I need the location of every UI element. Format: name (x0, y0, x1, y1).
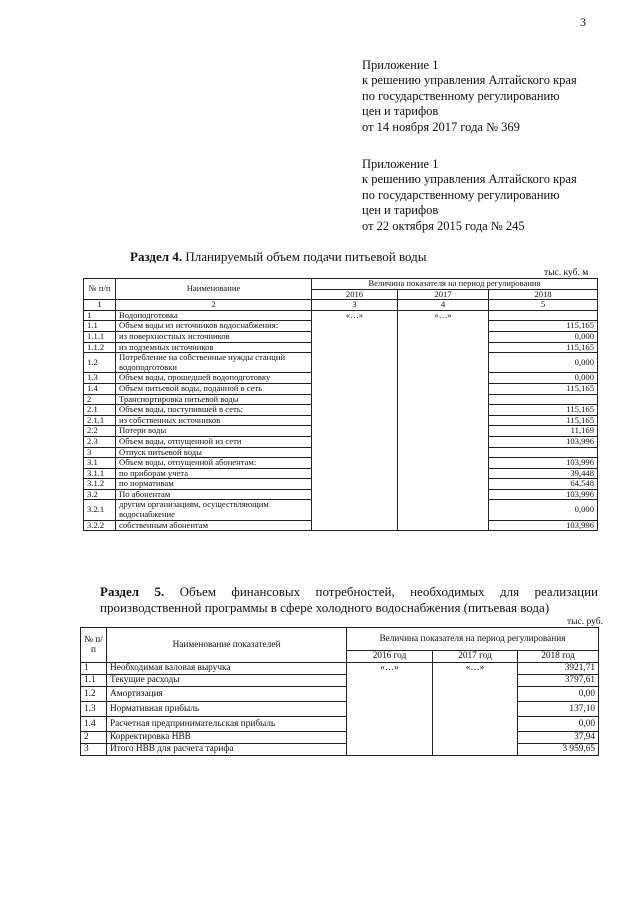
section5-table-body (81, 663, 599, 756)
value-2018: 0,000 (489, 331, 598, 342)
row-name: Потребление на собственные нужды станций водоподготовки (116, 353, 312, 373)
header-period: Величина показателя на период регулирования (312, 279, 598, 290)
value-2018: 64,548 (489, 479, 598, 490)
appendix-line: Приложение 1 (362, 58, 439, 72)
header-year: 2017 (398, 289, 489, 300)
section4-title (130, 249, 427, 265)
row-number: 1.2 (84, 353, 116, 373)
appendix-line: Приложение 1 (362, 157, 439, 171)
value-2018 (489, 394, 598, 405)
header-name: Наименование показателей (107, 628, 347, 663)
value-2018: 103,996 (489, 489, 598, 500)
value-2018: 137,10 (518, 702, 599, 717)
row-name: Отпуск питьевой воды (116, 447, 312, 458)
row-number: 1.4 (81, 717, 107, 732)
section4-title-text: Планируемый объем подачи питьевой воды (182, 249, 427, 264)
value-2018: 39,448 (489, 468, 598, 479)
value-2018: 3921,71 (518, 663, 599, 675)
header-year: 2017 год (433, 651, 518, 663)
value-2018: 115,165 (489, 405, 598, 416)
value-2018: 37,94 (518, 732, 599, 744)
value-2018: 115,165 (489, 342, 598, 353)
value-2018: 103,996 (489, 520, 598, 531)
row-name: Транспортировка питьевой воды (116, 394, 312, 405)
appendix-line: от 14 ноября 2017 года № 369 (362, 119, 520, 134)
row-number: 3.1.1 (84, 468, 116, 479)
section4-table-body (84, 310, 598, 530)
placeholder-2017: «…» (398, 310, 489, 530)
value-2018: 0,000 (489, 373, 598, 384)
row-number: 3.2.1 (84, 500, 116, 520)
row-number: 2.1 (84, 405, 116, 416)
appendix-header-new (362, 58, 577, 135)
row-name: собственным абонентам (116, 520, 312, 531)
value-2018: 3 959,65 (518, 744, 599, 756)
row-number: 1.2 (81, 687, 107, 702)
table-row (81, 732, 599, 744)
section5-title-text: Объем финансовых потребностей, необходимых для реализации производственной программы в сфере холодного водоснабжения (питьевая вода) (100, 584, 598, 615)
header-name: Наименование (116, 279, 312, 300)
row-number: 3 (84, 447, 116, 458)
table-row (84, 310, 598, 321)
value-2018: 103,996 (489, 458, 598, 469)
section5-title (100, 584, 598, 616)
row-name: Итого НВВ для расчета тарифа (107, 744, 347, 756)
row-number: 1 (81, 663, 107, 675)
row-name: Необходимая валовая выручка (107, 663, 347, 675)
row-number: 1.4 (84, 383, 116, 394)
row-number: 1.3 (81, 702, 107, 717)
row-number: 3.1 (84, 458, 116, 469)
row-number: 1.3 (84, 373, 116, 384)
header-year: 2018 год (518, 651, 599, 663)
table-row (81, 663, 599, 675)
row-name: Потери воды (116, 426, 312, 437)
value-2018 (489, 447, 598, 458)
row-number: 2 (81, 732, 107, 744)
row-number: 1.1.2 (84, 342, 116, 353)
value-2018: 0,00 (518, 687, 599, 702)
row-name: из собственных источников (116, 415, 312, 426)
row-number: 1.1.1 (84, 331, 116, 342)
placeholder-2016: «…» (312, 310, 398, 530)
row-name: Амортизация (107, 687, 347, 702)
placeholder-2016: «…» (347, 663, 433, 756)
row-name: Объем питьевой воды, поданной в сеть (116, 383, 312, 394)
row-number: 3.1.2 (84, 479, 116, 490)
value-2018: 0,000 (489, 353, 598, 373)
table-row (81, 744, 599, 756)
value-2018 (489, 310, 598, 321)
appendix-line: цен и тарифов (362, 104, 439, 119)
table-row (81, 687, 599, 702)
value-2018: 115,165 (489, 321, 598, 332)
appendix-line: к решению управления Алтайского края (362, 73, 577, 88)
row-number: 2.1.1 (84, 415, 116, 426)
value-2018: 115,165 (489, 383, 598, 394)
row-number: 2 (84, 394, 116, 405)
value-2018: 3797,61 (518, 675, 599, 687)
row-name: Корректировка НВВ (107, 732, 347, 744)
table-row (81, 717, 599, 732)
row-number: 1 (84, 310, 116, 321)
appendix-line: по государственному регулированию (362, 187, 560, 202)
appendix-line: по государственному регулированию (362, 88, 560, 103)
section5-table (80, 627, 599, 756)
appendix-header-old (362, 157, 577, 234)
row-name: Объем воды из источников водоснабжения: (116, 321, 312, 332)
row-number: 3.2 (84, 489, 116, 500)
value-2018: 11,169 (489, 426, 598, 437)
page-number: 3 (580, 15, 586, 29)
value-2018: 115,165 (489, 415, 598, 426)
row-name: Нормативная прибыль (107, 702, 347, 717)
row-name: Объем воды, отпущенной абонентам: (116, 458, 312, 469)
header-period: Величина показателя на период регулирования (347, 628, 599, 651)
row-name: по приборам учета (116, 468, 312, 479)
row-name: Объем воды, прошедшей водоподготовку (116, 373, 312, 384)
header-num: № п/п (84, 279, 116, 300)
header-year: 2018 (489, 289, 598, 300)
appendix-line: к решению управления Алтайского края (362, 172, 577, 187)
section5-title-number: Раздел 5. (100, 584, 165, 599)
row-number: 1.1 (81, 675, 107, 687)
header-num: № п/ п (81, 628, 107, 663)
row-name: По абонентам (116, 489, 312, 500)
row-name: Расчетная предпринимательская прибыль (107, 717, 347, 732)
row-number: 3.2.2 (84, 520, 116, 531)
section4-table (83, 278, 598, 531)
value-2018: 0,000 (489, 500, 598, 520)
column-number: 2 (116, 300, 312, 311)
column-number: 3 (312, 300, 398, 311)
value-2018: 103,996 (489, 436, 598, 447)
row-name: Текущие расходы (107, 675, 347, 687)
row-number: 3 (81, 744, 107, 756)
placeholder-2017: «…» (433, 663, 518, 756)
table-row (81, 702, 599, 717)
appendix-line: цен и тарифов (362, 203, 439, 218)
row-number: 1.1 (84, 321, 116, 332)
section5-units: тыс. руб. (567, 617, 603, 627)
row-number: 2.2 (84, 426, 116, 437)
row-name: другим организациям, осуществляющим водоснабжение (116, 500, 312, 520)
header-year: 2016 (312, 289, 398, 300)
table-row (81, 675, 599, 687)
value-2018: 0,00 (518, 717, 599, 732)
section4-title-number: Раздел 4. (130, 249, 183, 264)
row-number: 2.3 (84, 436, 116, 447)
column-number: 1 (84, 300, 116, 311)
appendix-line: от 22 октября 2015 года № 245 (362, 218, 525, 233)
section4-units: тыс. куб. м (544, 268, 589, 278)
row-name: Объем воды, поступившей в сеть: (116, 405, 312, 416)
row-name: по нормативам (116, 479, 312, 490)
column-number: 5 (489, 300, 598, 311)
row-name: Объем воды, отпущенной из сети (116, 436, 312, 447)
row-name: из подземных источников (116, 342, 312, 353)
row-name: Водоподготовка (116, 310, 312, 321)
header-year: 2016 год (347, 651, 433, 663)
column-number: 4 (398, 300, 489, 311)
row-name: из поверхностных источников (116, 331, 312, 342)
